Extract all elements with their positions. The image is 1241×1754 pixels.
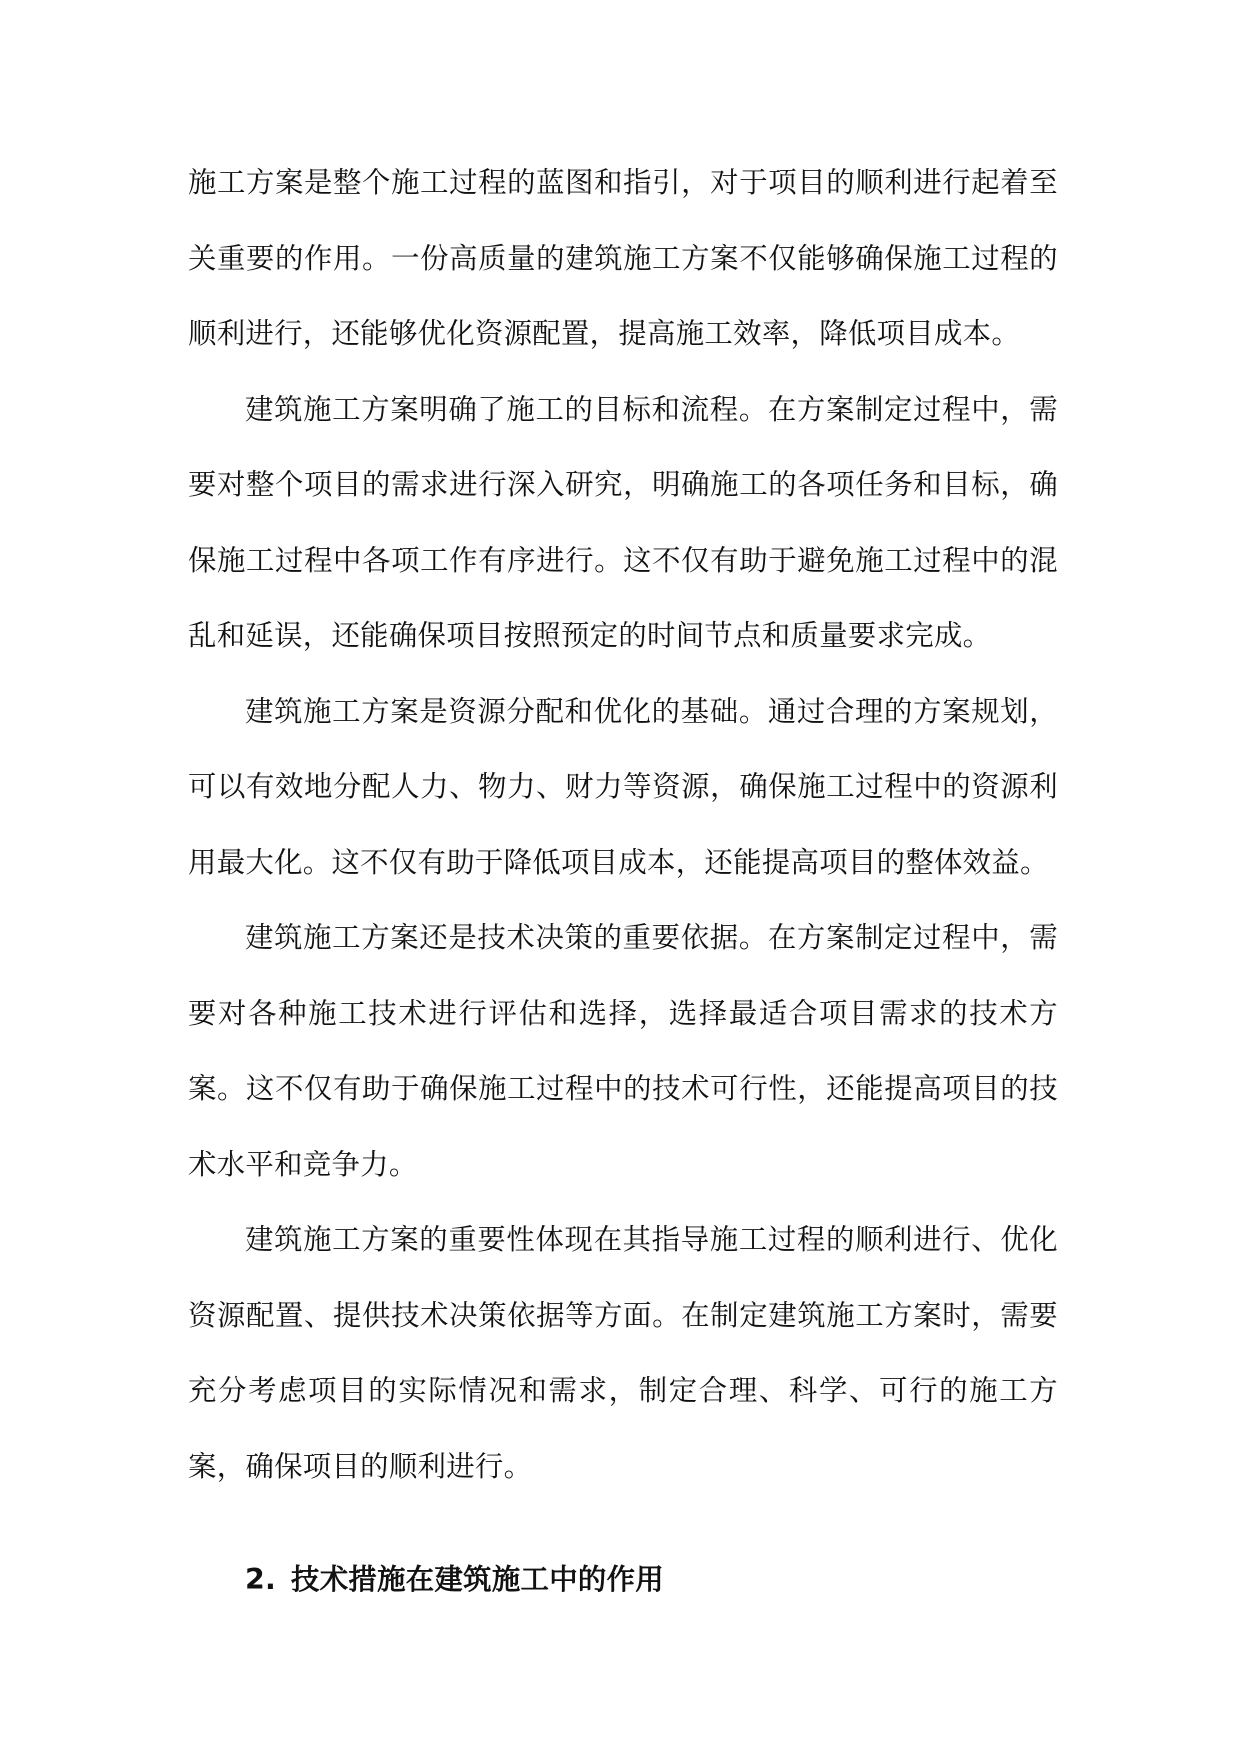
section-number: 2. — [245, 1563, 277, 1596]
section-title: 技术措施在建筑施工中的作用 — [291, 1563, 664, 1596]
paragraph-resource-allocation: 建筑施工方案是资源分配和优化的基础。通过合理的方案规划，可以有效地分配人力、物力、财力等资源，确保施工过程中的资源利用最大化。这不仅有助于降低项目成本，还能提高项目的整体效益。 — [188, 694, 1058, 879]
paragraph-goals-and-process: 建筑施工方案明确了施工的目标和流程。在方案制定过程中，需要对整个项目的需求进行深入研究，明确施工的各项任务和目标，确保施工过程中各项工作有序进行。这不仅有助于避免施工过程中的混乱和延误，还能确保项目按照预定的时间节点和质量要求完成。 — [188, 392, 1058, 652]
paragraph-intro-continued: 施工方案是整个施工过程的蓝图和指引，对于项目的顺利进行起着至关重要的作用。一份高质量的建筑施工方案不仅能够确保施工过程的顺利进行，还能够优化资源配置，提高施工效率，降低项目成本。 — [188, 166, 1058, 350]
paragraph-technical-decisions: 建筑施工方案还是技术决策的重要依据。在方案制定过程中，需要对各种施工技术进行评估和选择，选择最适合项目需求的技术方案。这不仅有助于确保施工过程中的技术可行性，还能提高项目的技术水平和竞争力。 — [188, 921, 1058, 1181]
paragraph-summary: 建筑施工方案的重要性体现在其指导施工过程的顺利进行、优化资源配置、提供技术决策依据等方面。在制定建筑施工方案时，需要充分考虑项目的实际情况和需求，制定合理、科学、可行的施工方案，确保项目的顺利进行。 — [188, 1223, 1058, 1483]
document-body — [188, 145, 1058, 1618]
section-heading — [188, 1542, 1058, 1618]
